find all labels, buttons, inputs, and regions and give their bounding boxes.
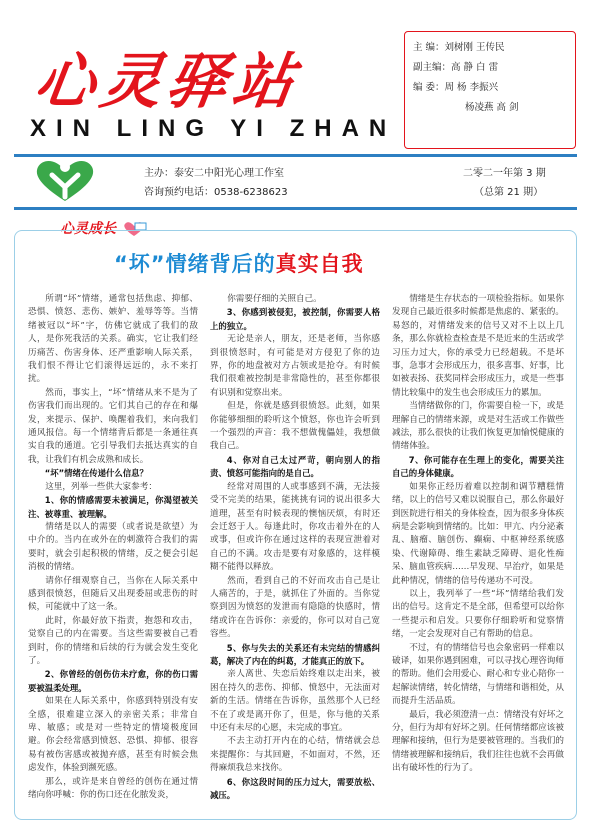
article-headline (114, 248, 364, 278)
paragraph: 最后，我必须澄清一点：情绪没有好坏之分，但行为却有好坏之别。任何情绪都应该被理解和接纳，但行为是要被管理的。当我们的情绪被理解和接纳后，我们往往也就不会再做出有破坏性的行为了。 (392, 709, 564, 774)
sponsor-text: 主办：泰安二中阳光心理工作室 (144, 168, 284, 179)
paragraph: 这里，列举一些供大家参考： (45, 481, 157, 492)
subheading: 7、你可能存在生理上的变化，需要关注自己的身体健康。 (392, 454, 564, 479)
subheading: 3、你感到被侵犯，被控制，你需要人格上的独立。 (210, 307, 380, 331)
paragraph: 那么，或许是来自曾经的创伤在通过情绪向你呼喊：你的伤口还在化脓发炎， (28, 776, 198, 801)
editor-names: 高 静 白 雷 (451, 62, 499, 73)
heart-logo-icon (30, 157, 100, 203)
editors-box (404, 31, 576, 149)
paragraph: 然而，事实上，“坏”情绪从来不是为了伤害我们而出现的。它们其自己的存在和爆发，来提示、保护、唤醒着我们，来向我们通风报信。每一个情绪背后都是一条通往真实自我的通道。它引导我们去抵达真实的自我，让我们有机会成熟和成长。 (28, 387, 198, 465)
article-column-3 (392, 293, 564, 776)
paragraph: 经常对周围的人或事感到不满，无法接受不完美的结果，能挑挑有词的说出很多大道理，甚至有时候表现的懊恼厌烦，有时还会迁怒于人。每逢此时，你攻击着外在的人或事，但或许你在通过这样的表现宣泄着对自己的不满。攻击是要有对象感的，这样模糊不能得以释放。 (210, 481, 380, 573)
paragraph: 不去主动打开内在的心结，情绪就会总来提醒你：与其回避，不如面对，不然，还得麻烦我总来找你。 (210, 736, 380, 774)
masthead-romanized: XIN LING YI ZHAN (30, 115, 397, 142)
paragraph: 此时，你最好放下指责，抱怨和攻击，觉察自己的内在需要。当这些需要被自己看到时，你的情绪和后续的行为就会发生变化了。 (28, 615, 198, 666)
paragraph: 亲人离世、失恋后始终难以走出来，被困在持久的悲伤、抑郁、愤怒中，无法面对新的生活。情绪在告诉你，虽然那个人已经不在了或是离开你了，但是，你与他的关系中还有未尽的心愿，未完成的事宜。 (210, 669, 380, 733)
paragraph: 如果你正经历着难以控制和调节糟糕情绪，以上的信号又难以说服自己，那么你最好到医院进行相关的身体检查，因为很多身体疾病是会影响到情绪的。比如：甲亢、内分泌紊乱、脑瘤、脑创伤、癫痫、中枢神经系统感染、代谢障碍、维生素缺乏障碍、退化性痴呆、脑血管疾病……早发现、早治疗，如果是此种情况，情绪的信号传递功不可没。 (392, 481, 564, 586)
subheading: 5、你与失去的关系还有未完结的情感纠葛，解决了内在的纠葛，才能真正的放下。 (210, 642, 380, 666)
editor-row (413, 38, 567, 58)
paragraph: 所谓“坏”情绪，通常包括焦虑、抑郁、恐惧、愤怒、悲伤、嫉妒、羞辱等等。当情绪被冠以“坏”字，仿佛它就成了我们的敌人，是你死我活的关系。确实，它让我们经历痛苦、伤害身体、还严重影响人际关系，我们恨不得让它们滚得远远的，永不来打扰。 (28, 294, 198, 385)
issue-total: （总第 21 期） (474, 187, 544, 198)
paragraph: 你需要仔细的关照自己。 (227, 294, 322, 304)
editor-role: 主 编： (413, 42, 445, 53)
paragraph: 如果在人际关系中，你感到特别没有安全感，很难建立深入的亲密关系；非常自卑、敏感；或是对一些特定的情境极度回避。你会经常感到愤怒、恐惧、抑郁、很容易有被伤害感或被抛弃感，甚至有时候会焦虑发作，体验到濒死感。 (28, 696, 198, 774)
editor-role: 副主编： (413, 62, 452, 73)
paragraph: 不过，有的情绪信号也会象密码一样难以破译，如果你遇到困难，可以寻找心理咨询师的帮助。他们会用爱心、耐心和专业心陪你一起解读情绪，转化情绪，与情绪和谐相处，从而提升生活品质。 (392, 642, 564, 707)
subheading: 4、你对自己太过严苛，朝向别人的指责、愤怒可能指向的是自己。 (210, 454, 380, 479)
editor-names: 周 杨 李振兴 (444, 82, 499, 93)
section-label: 心灵成长 (60, 221, 116, 237)
article-column-2 (210, 293, 380, 802)
issue-number: 二零二一年第 3 期 (463, 168, 546, 179)
subheading: 2、你曾经的创伤仿未疗愈，你的伤口需要被温柔处理。 (28, 669, 198, 693)
consult-phone-text: 咨询预约电话：0538-6238623 (144, 187, 288, 198)
headline-part-a: “坏”情绪背后的 (114, 252, 276, 276)
paragraph: 当情绪做你的门，你需要自检一下，或是理解自己的情绪来源，或是对生活或工作做些减法，那么很快的让我们恢复更加愉悦健康的情绪体验。 (392, 401, 564, 452)
article-column-1 (28, 293, 198, 802)
paragraph: 情绪是以人的需要（或者说是欲望）为中介的。当内在或外在的刺激符合我们的需要时，就会引起积极的情绪，反之便会引起消极的情绪。 (28, 521, 198, 573)
paragraph: 无论是亲人，朋友，还是老师，当你感到很愤怒时，有可能是对方侵犯了你的边界，你的地盘被对方占领或是抢夺。有时候我们很难被控制是非常隐性的，甚至你都很有识别和觉察出来。 (210, 334, 380, 398)
editor-names: 杨凌燕 高 剑 (465, 102, 519, 113)
paragraph: 但是，你就是感到很愤怒。此刻，如果你能够细细的聆听这个愤怒，你也许会听到一个强烈的声音：我不想做傀儡娃，我想做我自己。 (210, 401, 380, 452)
editor-row (413, 98, 567, 118)
editor-row (413, 58, 567, 78)
subheading: 1、你的情感需要未被满足，你渴望被关注、被尊重、被理解。 (28, 495, 198, 519)
headline-part-b: 真实自我 (275, 252, 364, 276)
paragraph: 以上，我列举了一些“坏”情绪给我们发出的信号。这肯定不是全部，但希望可以给你一些提示和启发。只要你仔细聆听和觉察情绪，一定会发现对自己有帮助的信息。 (392, 588, 564, 640)
masthead-title: 心灵驿站 (30, 47, 305, 117)
editor-row (413, 78, 567, 98)
paragraph: 然而，看到自己的不好而攻击自己是让人痛苦的，于是，就抓住了外面的。当你觉察到因为愤怒的发泄而有隐隐的快感时，情绪或许在告诉你：亲爱的，你可以对自己宽容些。 (210, 575, 380, 640)
subheading: “坏”情绪在传递什么信息？ (44, 468, 148, 479)
paragraph: 请你仔细观察自己，当你在人际关系中感到很愤怒，但随后又出现委屈或悲伤的时候，可能就中了这一条。 (28, 575, 198, 613)
subheading: 6、你这段时间的压力过大，需要放松、减压。 (210, 776, 380, 801)
editor-names: 刘树刚 王传民 (444, 42, 505, 53)
paragraph: 情绪是生存状态的一项检验指标。如果你发现自己最近很多时候都是焦虑的、紧张的。易怒的，对情绪发来的信号又对不上以上几条，那么你就检查检查是不是近来的生活或学习压力过大，你的承受力已经超载。不是坏事，急事才会形成压力，很多喜事、好事，比如被表扬、获奖同样会形成压力，或是一些事情比较集中的发生也会形成压力的累加。 (392, 294, 564, 398)
editor-role: 编 委： (413, 82, 445, 93)
